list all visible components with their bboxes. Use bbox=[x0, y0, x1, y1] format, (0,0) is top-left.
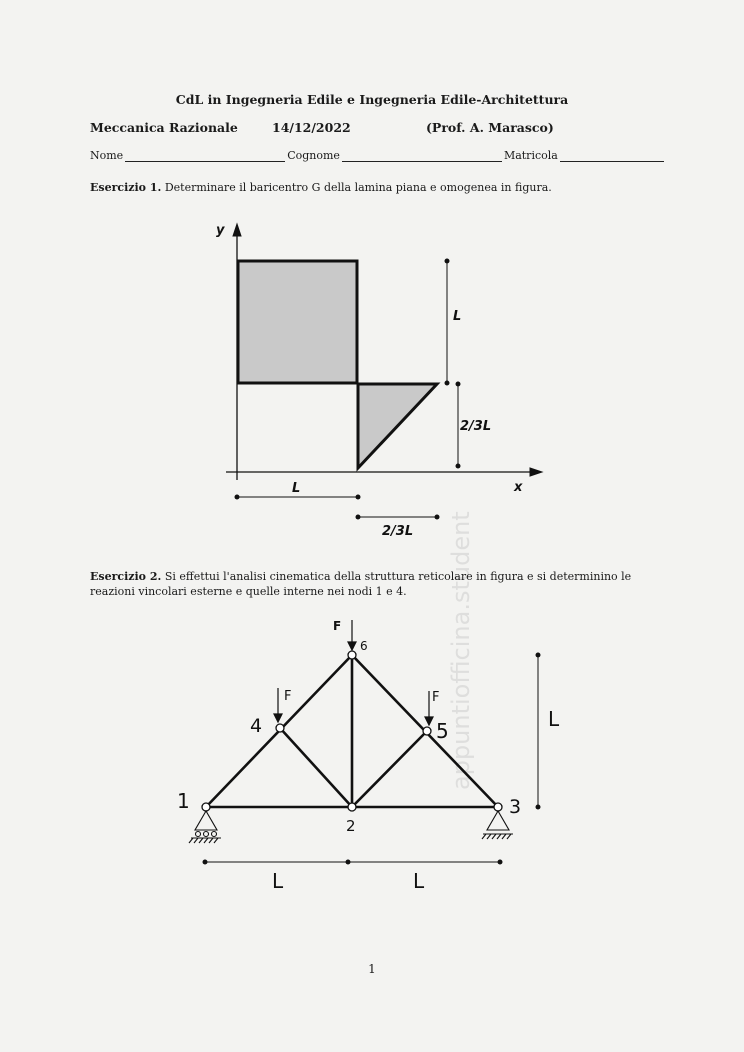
member-2-5 bbox=[352, 731, 427, 807]
label-L-vertical: L bbox=[453, 309, 462, 324]
node-4-label: 4 bbox=[250, 715, 263, 737]
node-2 bbox=[348, 803, 356, 811]
professor-name: (Prof. A. Marasco) bbox=[426, 120, 554, 135]
dim-height-label: L bbox=[548, 707, 560, 731]
node-6-label: 6 bbox=[360, 639, 368, 653]
force-arrow-top-icon bbox=[348, 642, 356, 650]
dim-left-label: L bbox=[272, 869, 284, 893]
force-arrow-5-icon bbox=[425, 717, 433, 725]
course-title: CdL in Ingegneria Edile e Ingegneria Edile-Architettura bbox=[175, 92, 569, 107]
member-4-2 bbox=[280, 728, 352, 807]
node-6 bbox=[348, 651, 356, 659]
label-23L-horizontal: 2/3L bbox=[382, 524, 414, 539]
exercise-1-text: Determinare il baricentro G della lamina piana e omogenea in figura. bbox=[164, 181, 552, 194]
page-number: 1 bbox=[368, 962, 376, 976]
exercise-2-text: Si effettui l'analisi cinematica della struttura reticolare in figura e si determinino le reazioni vincolari esterne e quelle interne nei nodi 1 e 4. bbox=[90, 570, 632, 598]
watermark: appuntiofficina.student bbox=[447, 511, 475, 790]
node-5 bbox=[423, 727, 431, 735]
force-5-label: F bbox=[432, 690, 440, 705]
label-23L-vertical: 2/3L bbox=[460, 419, 492, 434]
node-1 bbox=[202, 803, 210, 811]
roller-support-icon bbox=[189, 811, 221, 843]
exercise-2-label: Esercizio 2. bbox=[90, 570, 162, 583]
surname-label: Cognome bbox=[287, 149, 340, 162]
node-4 bbox=[276, 724, 284, 732]
force-top-label: F bbox=[333, 619, 342, 633]
x-axis-label: x bbox=[514, 480, 523, 495]
name-label: Nome bbox=[90, 149, 124, 162]
node-3-label: 3 bbox=[509, 796, 522, 818]
subject-title: Meccanica Razionale bbox=[90, 120, 238, 135]
node-5-label: 5 bbox=[436, 719, 449, 743]
exercise-1-label: Esercizio 1. bbox=[90, 181, 162, 194]
id-label: Matricola bbox=[503, 149, 558, 162]
force-4-label: F bbox=[284, 689, 292, 704]
y-axis-label: y bbox=[216, 223, 225, 238]
node-3 bbox=[494, 803, 502, 811]
label-L-horizontal: L bbox=[292, 481, 301, 496]
exam-date: 14/12/2022 bbox=[272, 120, 351, 135]
node-1-label: 1 bbox=[177, 789, 190, 813]
dim-right-label: L bbox=[413, 869, 425, 893]
node-2-label: 2 bbox=[346, 817, 356, 835]
force-arrow-4-icon bbox=[274, 714, 282, 722]
